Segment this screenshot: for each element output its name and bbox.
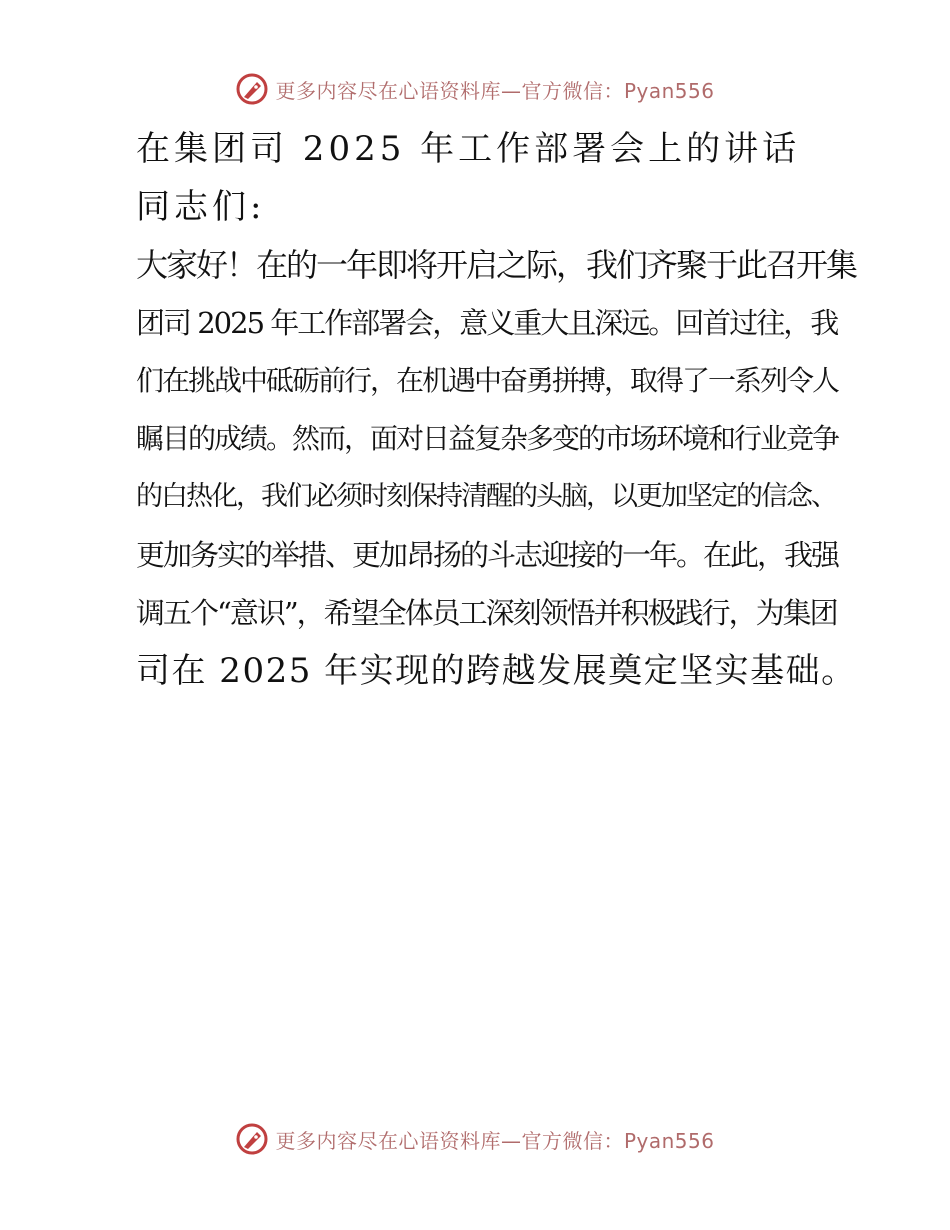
header-watermark [0, 72, 950, 106]
paragraph-line: 的白热化，我们必须时刻保持清醒的头脑，以更加坚定的信念、 [136, 481, 836, 512]
paragraph-line: 更加务实的举措、更加昂扬的斗志迎接的一年。在此，我强 [136, 538, 839, 572]
paragraph-line: 瞩目的成绩。然而，面对日益复杂多变的市场环境和行业竞争 [136, 422, 839, 455]
salutation: 同志们: [136, 187, 266, 227]
watermark-text: 更多内容尽在心语资料库—官方微信：Pyan556 [275, 1128, 715, 1153]
paragraph-line: 调五个“意识”，希望全体员工深刻领悟并积极践行，为集团 [136, 596, 837, 630]
speech-title: 在集团司 2025 年工作部署会上的讲话 [136, 129, 801, 169]
paragraph-line: 们在挑战中砥砺前行，在机遇中奋勇拼搏，取得了一系列令人 [136, 364, 839, 397]
footer-watermark [0, 1122, 950, 1156]
pen-nib-icon [235, 1122, 269, 1156]
watermark-text: 更多内容尽在心语资料库—官方微信：Pyan556 [275, 78, 715, 103]
paragraph-line: 团司 2025 年工作部署会，意义重大且深远。回首过往，我 [136, 306, 838, 340]
pen-nib-icon [235, 72, 269, 106]
paragraph-line: 大家好！在的一年即将开启之际，我们齐聚于此召开集 [136, 246, 857, 284]
document-body [98, 120, 858, 700]
paragraph-line: 司在 2025 年实现的跨越发展奠定坚实基础。 [136, 651, 857, 691]
